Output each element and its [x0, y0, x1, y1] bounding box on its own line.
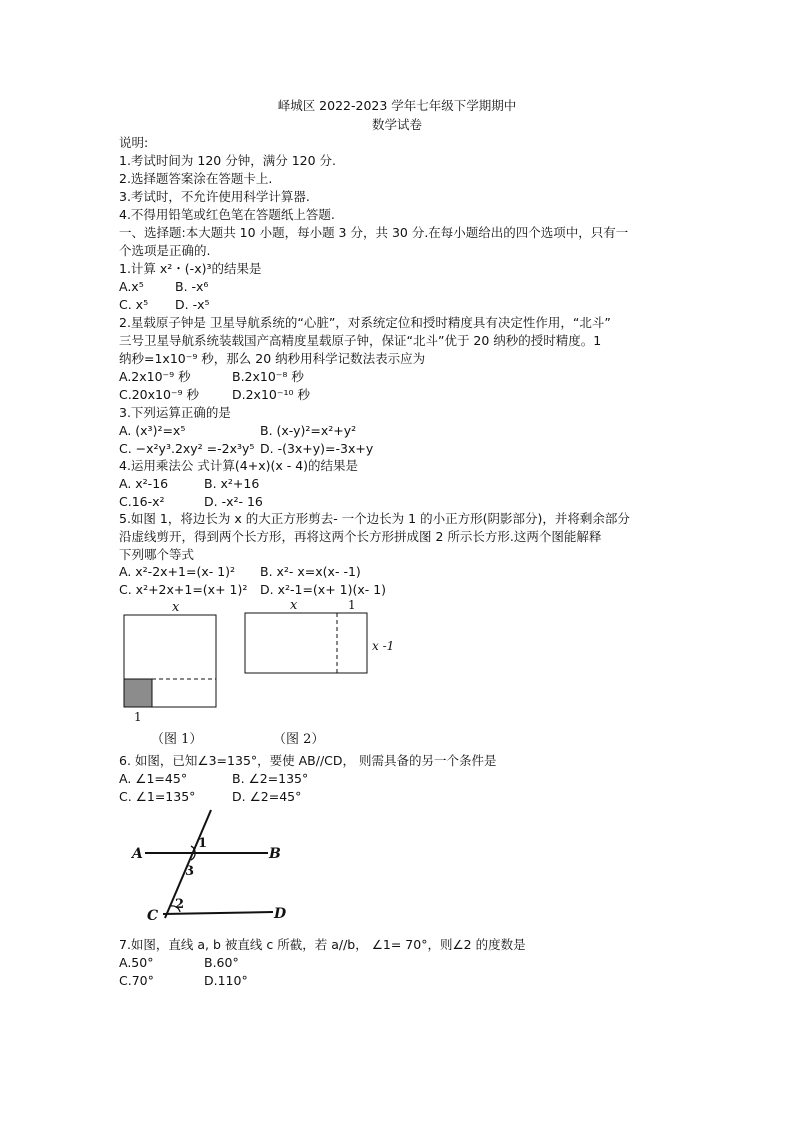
- option-a: A. x²-2x+1=(x- 1)²: [119, 564, 236, 579]
- fig1-top-label: x: [172, 600, 180, 615]
- point-d-label: D: [274, 906, 287, 922]
- option-c: C. −x²y³.2xy² =-2x³y⁵: [119, 441, 255, 456]
- option-d: D.110°: [204, 973, 248, 988]
- option-c: C.16-x²: [119, 494, 165, 509]
- option-c: C.70°: [119, 973, 154, 988]
- option-a: A.50°: [119, 955, 154, 970]
- instruction-item: 1.考试时间为 120 分钟，满分 120 分.: [119, 153, 337, 168]
- option-b: B.60°: [204, 955, 239, 970]
- fig1-caption: （图 1）: [151, 732, 203, 747]
- option-d: D. -x²- 16: [204, 494, 263, 509]
- angle-1-label: 1: [198, 836, 208, 851]
- angle-3-label: 3: [185, 864, 195, 879]
- instruction-item: 2.选择题答案涂在答题卡上.: [119, 171, 273, 186]
- instructions-heading: 说明:: [119, 135, 149, 150]
- option-a: A.2x10⁻⁹ 秒: [119, 369, 191, 384]
- point-b-label: B: [269, 846, 281, 862]
- fig2-side-label: x -1: [372, 639, 395, 653]
- angle-2-label: 2: [175, 897, 185, 912]
- line-cd: [163, 912, 273, 914]
- question-1-stem: 1.计算 x²・(-x)³的结果是: [119, 261, 262, 276]
- parallel-lines-figure: [125, 806, 305, 926]
- option-a: A. ∠1=45°: [119, 771, 188, 786]
- instruction-item: 4.不得用铅笔或红色笔在答题纸上答题.: [119, 207, 335, 222]
- fig2-top-label-1: 1: [348, 598, 356, 612]
- option-b: B. x²+16: [204, 476, 260, 491]
- exam-subtitle: 数学试卷: [371, 117, 422, 132]
- point-c-label: C: [147, 908, 159, 924]
- option-a: A.x⁵: [119, 279, 144, 294]
- section-heading: 一、选择题:本大题共 10 小题，每小题 3 分，共 30 分.在每小题给出的四个选项中，只有一: [119, 225, 629, 240]
- question-4-stem: 4.运用乘法公 式计算(4+x)(x - 4)的结果是: [119, 458, 359, 473]
- question-3-stem: 3.下列运算正确的是: [119, 405, 231, 420]
- option-c: C.20x10⁻⁹ 秒: [119, 387, 199, 402]
- option-d: D. -(3x+y)=-3x+y: [260, 441, 374, 456]
- shaded-small-square: [124, 679, 152, 707]
- option-d: D. ∠2=45°: [232, 789, 302, 804]
- option-b: B. x²- x=x(x- -1): [260, 564, 361, 579]
- option-b: B. ∠2=135°: [232, 771, 309, 786]
- fig1-side-label: 1: [134, 710, 142, 724]
- option-b: B. (x-y)²=x²+y²: [260, 423, 357, 438]
- question-7-stem: 7.如图，直线 a, b 被直线 c 所截，若 a//b， ∠1= 70°，则∠2 的度数是: [119, 937, 526, 952]
- option-b: B. -x⁶: [175, 279, 209, 294]
- question-5-stem: 沿虚线剪开，得到两个长方形，再将这两个长方形拼成图 2 所示长方形.这两个图能解释: [119, 529, 602, 544]
- question-2-stem: 2.星载原子钟是 卫星导航系统的“心脏”，对系统定位和授时精度具有决定性作用，“北斗”: [119, 315, 611, 330]
- section-heading: 个选项是正确的.: [119, 243, 211, 258]
- fig2-caption: （图 2）: [273, 732, 325, 747]
- option-d: D.2x10⁻¹⁰ 秒: [232, 387, 310, 402]
- option-c: C. ∠1=135°: [119, 789, 196, 804]
- combined-rectangle: [245, 613, 367, 673]
- question-2-stem: 三号卫星导航系统装载国产高精度星载原子钟，保证“北斗”优于 20 纳秒的授时精度。1: [119, 333, 602, 348]
- point-a-label: A: [132, 846, 143, 862]
- option-a: A. x²-16: [119, 476, 169, 491]
- option-c: C. x²+2x+1=(x+ 1)²: [119, 582, 248, 597]
- option-c: C. x⁵: [119, 297, 149, 312]
- option-b: B.2x10⁻⁸ 秒: [232, 369, 304, 384]
- fig2-top-label-x: x: [290, 598, 298, 613]
- option-d: D. -x⁵: [175, 297, 210, 312]
- option-d: D. x²-1=(x+ 1)(x- 1): [260, 582, 387, 597]
- question-5-stem: 下列哪个等式: [119, 547, 195, 562]
- question-2-stem: 纳秒=1x10⁻⁹ 秒，那么 20 纳秒用科学记数法表示应为: [119, 351, 426, 366]
- question-6-stem: 6. 如图，已知∠3=135°，要使 AB//CD， 则需具备的另一个条件是: [119, 753, 497, 768]
- exam-title: 峄城区 2022-2023 学年七年级下学期期中: [277, 98, 517, 113]
- instruction-item: 3.考试时，不允许使用科学计算器.: [119, 189, 310, 204]
- question-5-stem: 5.如图 1，将边长为 x 的大正方形剪去- 一个边长为 1 的小正方形(阴影部分)，并将剩余部分: [119, 511, 630, 526]
- option-a: A. (x³)²=x⁵: [119, 423, 186, 438]
